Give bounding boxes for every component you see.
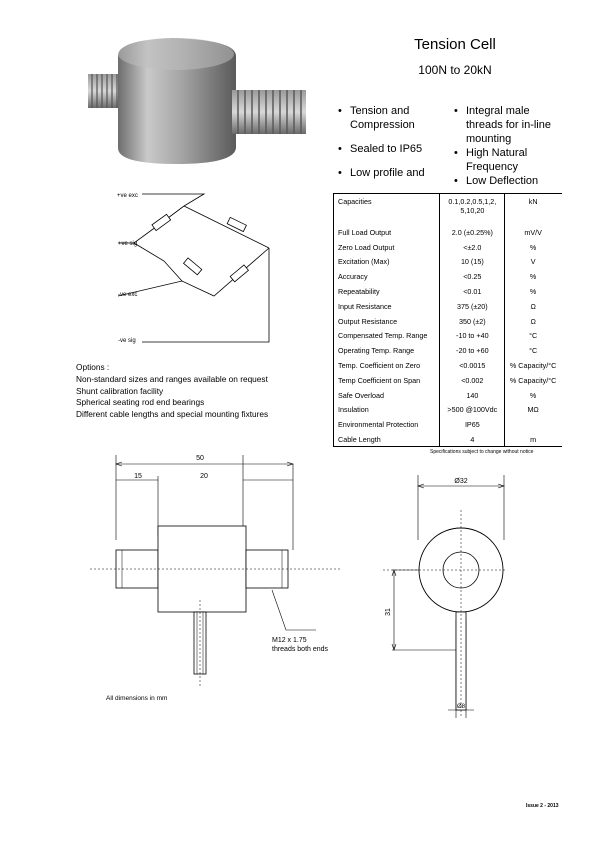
page-title: Tension Cell xyxy=(414,36,496,53)
spec-unit: kN xyxy=(528,197,538,206)
thread-note-line2: threads both ends xyxy=(272,646,329,653)
spec-param: Full Load Output xyxy=(334,225,440,240)
feature-item: • Low Deflection xyxy=(454,174,564,188)
spec-value: -20 to +60 xyxy=(440,343,505,358)
spec-row xyxy=(334,194,561,225)
spec-param: Accuracy xyxy=(334,269,440,284)
spec-value: <0.25 xyxy=(440,269,505,284)
spec-value: <0.002 xyxy=(440,373,505,388)
options-item: Non-standard sizes and ranges available on request xyxy=(76,373,268,384)
spec-row xyxy=(334,417,561,432)
dim-thread-label: 15 xyxy=(134,473,142,480)
spec-unit: % Capacity/°C xyxy=(509,375,557,385)
spec-row xyxy=(334,329,561,344)
options-item: Spherical seating rod end bearings xyxy=(76,397,205,408)
spec-param: Input Resistance xyxy=(334,299,440,314)
spec-row xyxy=(334,403,561,418)
spec-param: Insulation xyxy=(334,403,440,418)
side-view-drawing xyxy=(86,450,346,690)
issue-label: Issue 2 - 2013 xyxy=(526,803,559,809)
spec-param: Repeatability xyxy=(334,284,440,299)
spec-value: >500 @100Vdc xyxy=(440,403,505,418)
spec-unit: mV/V xyxy=(524,227,542,237)
spec-unit: Ω xyxy=(530,316,536,326)
spec-param: Temp. Coefficient on Zero xyxy=(334,358,440,373)
spec-row xyxy=(334,299,561,314)
options-item: Shunt calibration facility xyxy=(76,385,164,396)
spec-row xyxy=(334,225,561,240)
feature-item: • Integral male threads for in-line mounting xyxy=(454,104,564,146)
spec-value: <0.01 xyxy=(440,284,505,299)
spec-note: Specifications subject to change without notice xyxy=(430,449,534,455)
wiring-diagram xyxy=(74,186,304,356)
spec-unit xyxy=(505,417,561,432)
spec-row xyxy=(334,255,561,270)
spec-param: Excitation (Max) xyxy=(334,255,440,270)
spec-param: Capacities xyxy=(334,194,440,225)
feature-item: • Low profile and xyxy=(338,166,448,180)
spec-param: Operating Temp. Range xyxy=(334,343,440,358)
feature-item: • Sealed to IP65 xyxy=(338,142,448,156)
end-view-drawing xyxy=(378,470,508,720)
spec-row xyxy=(334,240,561,255)
spec-row xyxy=(334,314,561,329)
spec-unit: % Capacity/°C xyxy=(509,361,557,371)
options-block xyxy=(76,362,268,421)
spec-value: 375 (±20) xyxy=(440,299,505,314)
feature-item: • High Natural Frequency xyxy=(454,146,564,174)
spec-row xyxy=(334,388,561,403)
spec-unit: % xyxy=(529,390,537,400)
spec-row xyxy=(334,284,561,299)
spec-param: Temp Coefficient on Span xyxy=(334,373,440,388)
spec-param: Compensated Temp. Range xyxy=(334,329,440,344)
dim-cable-label: Ø8 xyxy=(456,704,466,710)
spec-value: IP65 xyxy=(440,417,505,432)
spec-table-container xyxy=(333,193,562,447)
spec-value: 140 xyxy=(440,388,505,403)
wire-label-neg-exc: -ve exc xyxy=(118,292,138,298)
spec-param: Safe Overload xyxy=(334,388,440,403)
spec-param: Environmental Protection xyxy=(334,417,440,432)
spec-row xyxy=(334,358,561,373)
dim-diameter-label: Ø32 xyxy=(454,478,468,485)
spec-value: <0.0015 xyxy=(440,358,505,373)
spec-unit: Ω xyxy=(530,301,536,311)
spec-unit: MΩ xyxy=(527,405,539,415)
spec-param: Zero Load Output xyxy=(334,240,440,255)
spec-value: 10 (15) xyxy=(440,255,505,270)
feature-list-left xyxy=(338,104,448,190)
spec-unit: % xyxy=(529,242,537,252)
spec-unit: % xyxy=(529,272,537,282)
feature-item: • Tension and Compression xyxy=(338,104,448,132)
spec-value: 350 (±2) xyxy=(440,314,505,329)
spec-row xyxy=(334,373,561,388)
dim-height-label: 31 xyxy=(385,608,392,616)
spec-unit: °C xyxy=(529,346,538,356)
spec-table xyxy=(334,194,561,447)
spec-unit: m xyxy=(530,435,537,445)
spec-value: <±2.0 xyxy=(440,240,505,255)
spec-unit: % xyxy=(529,287,537,297)
dim-body-label: 20 xyxy=(200,473,208,480)
spec-value: -10 to +40 xyxy=(440,329,505,344)
spec-row xyxy=(334,269,561,284)
all-dimensions-note: All dimensions in mm xyxy=(106,695,168,702)
spec-value: 4 xyxy=(440,432,505,447)
product-photo xyxy=(84,36,310,166)
spec-row xyxy=(334,432,561,447)
wire-label-pos-exc: +ve exc xyxy=(117,193,138,199)
options-item: Different cable lengths and special mounting fixtures xyxy=(76,409,269,420)
feature-list-right xyxy=(454,104,564,188)
wire-label-neg-sig: -ve sig xyxy=(118,338,136,344)
spec-row xyxy=(334,343,561,358)
options-heading: Options : xyxy=(76,362,110,372)
dim-total-label: 50 xyxy=(196,455,204,462)
spec-param: Cable Length xyxy=(334,432,440,447)
wire-label-pos-sig: +ve sig xyxy=(118,241,138,247)
thread-note-line1: M12 x 1.75 xyxy=(272,637,307,644)
spec-param: Output Resistance xyxy=(334,314,440,329)
page-subtitle: 100N to 20kN xyxy=(418,63,492,77)
spec-unit: V xyxy=(530,257,536,267)
spec-unit: °C xyxy=(529,331,538,341)
spec-value: 2.0 (±0.25%) xyxy=(440,225,505,240)
spec-value: 0.1,0.2,0.5,1,2, 5,10,20 xyxy=(440,194,505,225)
